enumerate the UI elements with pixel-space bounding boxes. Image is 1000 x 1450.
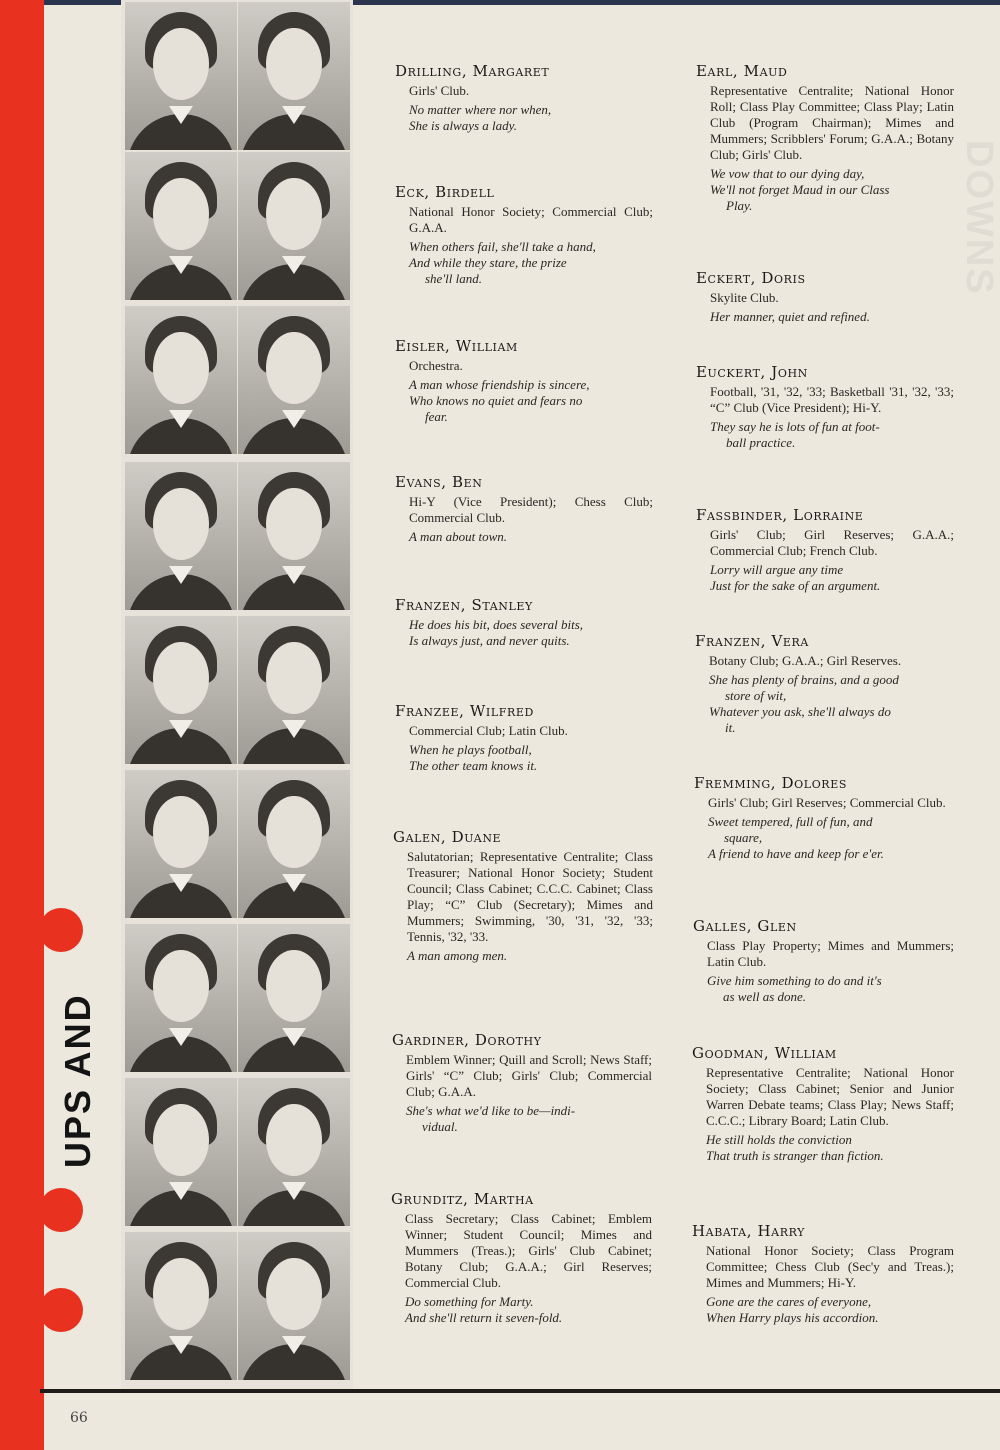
student-activities: Botany Club; G.A.A.; Girl Reserves.: [709, 653, 902, 668]
student-entry: [391, 1190, 652, 1326]
student-quote: Gone are the cares of everyone, When Harry plays his accordion.: [706, 1294, 879, 1325]
student-name: Grunditz, Martha: [391, 1190, 534, 1208]
red-dot-decoration: [39, 1188, 83, 1232]
student-entry: [694, 774, 954, 862]
student-quote: When others fail, she'll take a hand, And while they stare, the prize she'll land.: [409, 239, 596, 286]
student-entry: [392, 1031, 652, 1135]
portrait: [238, 1078, 350, 1226]
student-name: Franzen, Vera: [695, 632, 809, 650]
student-entry: [696, 62, 954, 214]
student-entry: [696, 506, 954, 594]
student-name: Goodman, William: [692, 1044, 837, 1062]
student-quote: A man whose friendship is sincere, Who knows no quiet and fears no fear.: [409, 377, 590, 424]
portrait: [125, 1078, 237, 1226]
student-entry: [395, 473, 653, 545]
portrait: [238, 462, 350, 610]
student-entry: [693, 917, 954, 1005]
student-entry: [395, 62, 653, 134]
student-quote: A man about town.: [409, 529, 507, 544]
student-name: Eckert, Doris: [696, 269, 806, 287]
student-quote: Her manner, quiet and refined.: [710, 309, 870, 324]
student-name: Habata, Harry: [692, 1222, 805, 1240]
student-quote: Give him something to do and it's as well as done.: [707, 973, 882, 1004]
student-activities: National Honor Society; Class Program Committee; Chess Club (Sec'y and Treas.); Mimes and Mummers; Hi-Y.: [706, 1243, 954, 1290]
portrait: [125, 2, 237, 150]
student-activities: National Honor Society; Commercial Club; G.A.A.: [409, 204, 653, 235]
student-name: Drilling, Margaret: [395, 62, 550, 80]
portrait: [125, 1232, 237, 1380]
page-number: 66: [70, 1410, 88, 1426]
student-activities: Orchestra.: [409, 358, 463, 373]
student-quote: Do something for Marty. And she'll return it seven-fold.: [405, 1294, 563, 1325]
portrait: [238, 924, 350, 1072]
student-quote: She's what we'd like to be—indi- vidual.: [406, 1103, 576, 1134]
student-quote: He still holds the conviction That truth is stranger than fiction.: [706, 1132, 884, 1163]
bottom-rule: [40, 1389, 1000, 1393]
student-name: Franzee, Wilfred: [395, 702, 534, 720]
portrait: [125, 770, 237, 918]
student-activities: Class Secretary; Class Cabinet; Emblem Winner; Student Council; Mimes and Mummers (Treas.); Girls' Club Cabinet; Botany Club; G.A.A.; Girl Reserves; Commercial Club.: [405, 1211, 652, 1290]
student-name: Franzen, Stanley: [395, 596, 533, 614]
portrait: [125, 924, 237, 1072]
student-name: Eck, Birdell: [395, 183, 495, 201]
portrait: [125, 616, 237, 764]
student-name: Euckert, John: [696, 363, 808, 381]
student-quote: No matter where nor when, She is always a lady.: [409, 102, 552, 133]
student-activities: Class Play Property; Mimes and Mummers; Latin Club.: [707, 938, 954, 969]
student-name: Galen, Duane: [393, 828, 502, 846]
portrait: [125, 306, 237, 454]
red-dot-decoration: [39, 1288, 83, 1332]
student-activities: Salutatorian; Representative Centralite; Class Treasurer; National Honor Society; Student Council; Class Cabinet; C.C.C. Cabinet; Class Play; “C” Club (Secretary); Mimes and Mummers; Swimming, '30, '31, '32, '33; Tennis, '32, '33.: [407, 849, 653, 944]
red-side-band: [0, 0, 44, 1450]
student-name: Earl, Maud: [696, 62, 788, 80]
student-quote: When he plays football, The other team knows it.: [409, 742, 538, 773]
student-name: Fassbinder, Lorraine: [696, 506, 864, 524]
student-activities: Girls' Club.: [409, 83, 470, 98]
student-quote: We vow that to our dying day, We'll not forget Maud in our Class Play.: [710, 166, 890, 213]
student-quote: They say he is lots of fun at foot- ball practice.: [710, 419, 880, 450]
student-name: Galles, Glen: [693, 917, 797, 935]
student-entry: [395, 183, 653, 287]
student-name: Evans, Ben: [395, 473, 483, 491]
student-activities: Emblem Winner; Quill and Scroll; News Staff; Girls' “C” Club; Girls' Club; Commercial Club; G.A.A.: [406, 1052, 652, 1099]
student-entry: [395, 596, 653, 649]
student-entry: [395, 337, 653, 425]
student-entry: [393, 828, 653, 964]
portrait: [238, 1232, 350, 1380]
student-activities: Hi-Y (Vice President); Chess Club; Commercial Club.: [409, 494, 653, 525]
student-activities: Girls' Club; Girl Reserves; G.A.A.; Commercial Club; French Club.: [710, 527, 954, 558]
side-title: UPS AND: [57, 993, 98, 1168]
portrait: [238, 152, 350, 300]
student-quote: She has plenty of brains, and a good store of wit, Whatever you ask, she'll always do it.: [709, 672, 899, 735]
portrait: [125, 462, 237, 610]
student-activities: Girls' Club; Girl Reserves; Commercial Club.: [708, 795, 946, 810]
student-entry: [696, 269, 954, 325]
student-activities: Football, '31, '32, '33; Basketball '31, '32, '33; “C” Club (Vice President); Hi-Y.: [710, 384, 954, 415]
portrait-grid: [121, 0, 353, 1390]
student-activities: Commercial Club; Latin Club.: [409, 723, 568, 738]
student-quote: Sweet tempered, full of fun, and square, A friend to have and keep for e'er.: [708, 814, 884, 861]
student-quote: A man among men.: [407, 948, 508, 963]
portrait: [238, 2, 350, 150]
bleed-through-text: DOWNS: [958, 140, 1000, 296]
student-quote: He does his bit, does several bits, Is always just, and never quits.: [409, 617, 584, 648]
portrait: [238, 616, 350, 764]
student-quote: Lorry will argue any time Just for the sake of an argument.: [710, 562, 881, 593]
student-name: Gardiner, Dorothy: [392, 1031, 542, 1049]
student-entry: [692, 1222, 954, 1326]
portrait: [238, 306, 350, 454]
student-activities: Representative Centralite; National Honor Roll; Class Play Committee; Class Play; Latin Club (Program Chairman); Mimes and Mummers; Scribblers' Forum; G.A.A.; Botany Club; Girls' Club.: [710, 83, 954, 162]
student-entry: [696, 363, 954, 451]
portrait: [125, 152, 237, 300]
student-entry: [395, 702, 653, 774]
student-activities: Representative Centralite; National Honor Society; Class Cabinet; Senior and Junior Warren Debate teams; Class Play; News Staff; C.C.C.; Library Board; Latin Club.: [706, 1065, 954, 1128]
student-name: Eisler, William: [395, 337, 518, 355]
student-activities: Skylite Club.: [710, 290, 779, 305]
portrait: [238, 770, 350, 918]
student-entry: [692, 1044, 954, 1164]
student-name: Fremming, Dolores: [694, 774, 847, 792]
student-entry: [695, 632, 954, 736]
